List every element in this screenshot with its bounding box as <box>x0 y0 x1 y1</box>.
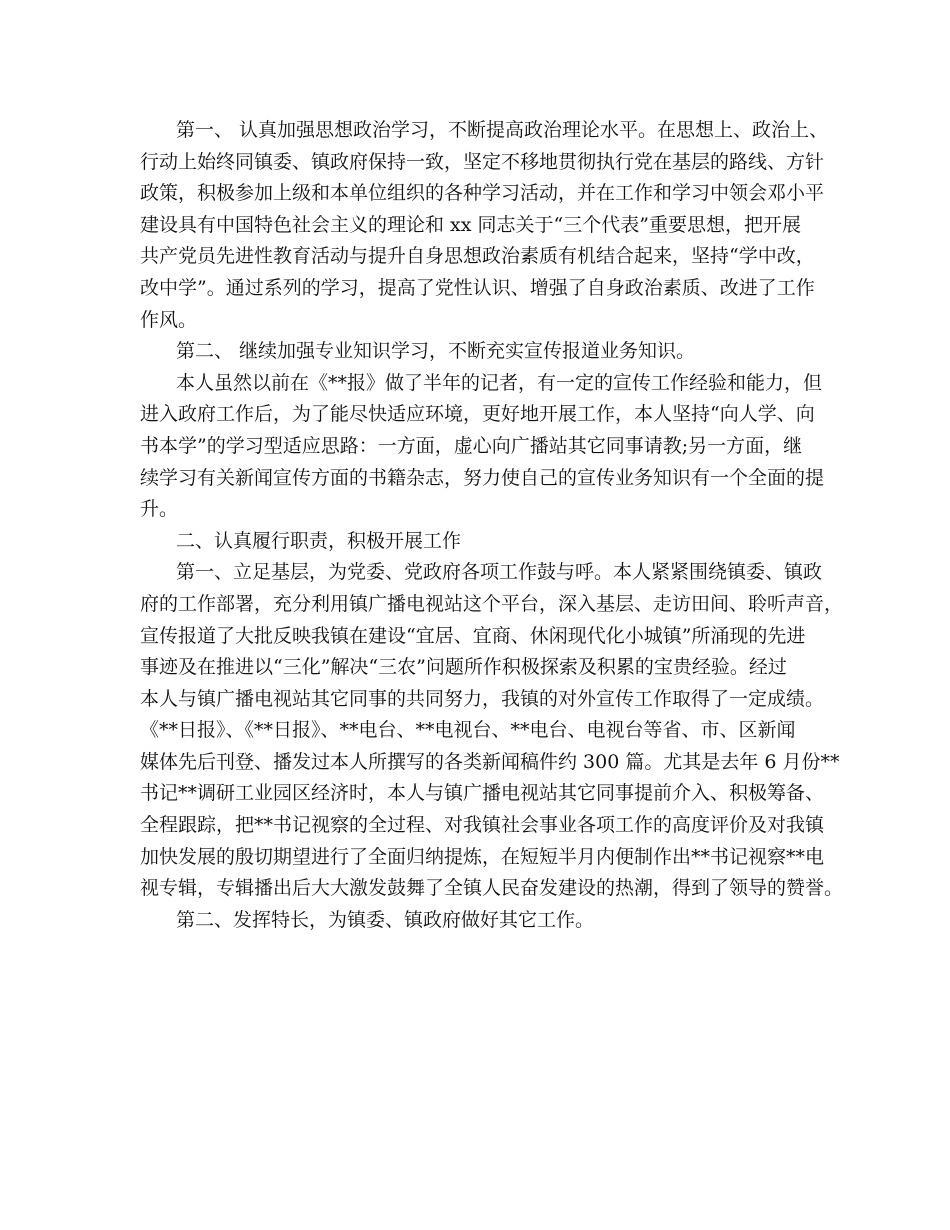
text-line: 宣传报道了大批反映我镇在建设“宜居、宜商、休闲现代化小城镇”所涌现的先进 <box>140 624 806 647</box>
text-line: 书本学”的学习型适应思路：一方面，虚心向广播站其它同事请教;另一方面，继 <box>140 434 803 457</box>
text-line: 续学习有关新闻宣传方面的书籍杂志，努力使自己的宣传业务知识有一个全面的提 <box>140 466 825 489</box>
document-body <box>140 115 844 936</box>
text-line: 视专辑，专辑播出后大大激发鼓舞了全镇人民奋发建设的热潮，得到了领导的赞誉。 <box>140 877 844 900</box>
text-line: 媒体先后刊登、播发过本人所撰写的各类新闻稿件约 300 篇。尤其是去年 6 月份** <box>140 750 840 773</box>
text-line: 政策，积极参加上级和本单位组织的各种学习活动，并在工作和学习中领会邓小平 <box>140 182 825 205</box>
text-line: 作风。 <box>140 308 198 331</box>
text-line: 书记**调研工业园区经济时，本人与镇广播电视站其它同事提前介入、积极筹备、 <box>140 782 825 805</box>
text-line: 府的工作部署，充分利用镇广播电视站这个平台，深入基层、走访田间、聆听声音， <box>140 592 844 615</box>
text-line: 事迹及在推进以“三化”解决“三农”问题所作积极探索及积累的宝贵经验。经过 <box>140 656 787 679</box>
text-line: 行动上始终同镇委、镇政府保持一致，坚定不移地贯彻执行党在基层的路线、方针 <box>140 150 825 173</box>
text-line: 加快发展的殷切期望进行了全面归纳提炼，在短短半月内便制作出**书记视察**电 <box>140 845 825 868</box>
text-line: 第二、发挥特长，为镇委、镇政府做好其它工作。 <box>176 908 595 931</box>
text-line: 本人虽然以前在《**报》做了半年的记者，有一定的宣传工作经验和能力，但 <box>176 371 823 394</box>
text-line: 第二、 继续加强专业知识学习，不断充实宣传报道业务知识。 <box>176 340 696 363</box>
text-line: 改中学”。通过系列的学习，提高了党性认识、增强了自身政治素质、改进了工作 <box>140 276 815 299</box>
text-line: 二、认真履行职责，积极开展工作 <box>176 529 462 552</box>
text-line: 全程跟踪，把**书记视察的全过程、对我镇社会事业各项工作的高度评价及对我镇 <box>140 814 825 837</box>
text-line: 本人与镇广播电视站其它同事的共同努力，我镇的对外宣传工作取得了一定成绩。 <box>140 687 825 710</box>
text-line: 共产党员先进性教育活动与提升自身思想政治素质有机结合起来，坚持“学中改， <box>140 245 815 268</box>
text-line: 《**日报》、《**日报》、**电台、**电视台、**电台、电视台等省、市、区新闻 <box>140 719 796 742</box>
text-line: 进入政府工作后，为了能尽快适应环境，更好地开展工作，本人坚持“向人学、向 <box>140 403 815 426</box>
text-line: 第一、 认真加强思想政治学习，不断提高政治理论水平。在思想上、政治上、 <box>176 119 829 141</box>
text-line: 升。 <box>140 498 179 521</box>
text-line: 建设具有中国特色社会主义的理论和 xx 同志关于“三个代表”重要思想，把开展 <box>140 213 801 236</box>
text-line: 第一、立足基层，为党委、党政府各项工作鼓与呼。本人紧紧围绕镇委、镇政 <box>176 561 823 584</box>
